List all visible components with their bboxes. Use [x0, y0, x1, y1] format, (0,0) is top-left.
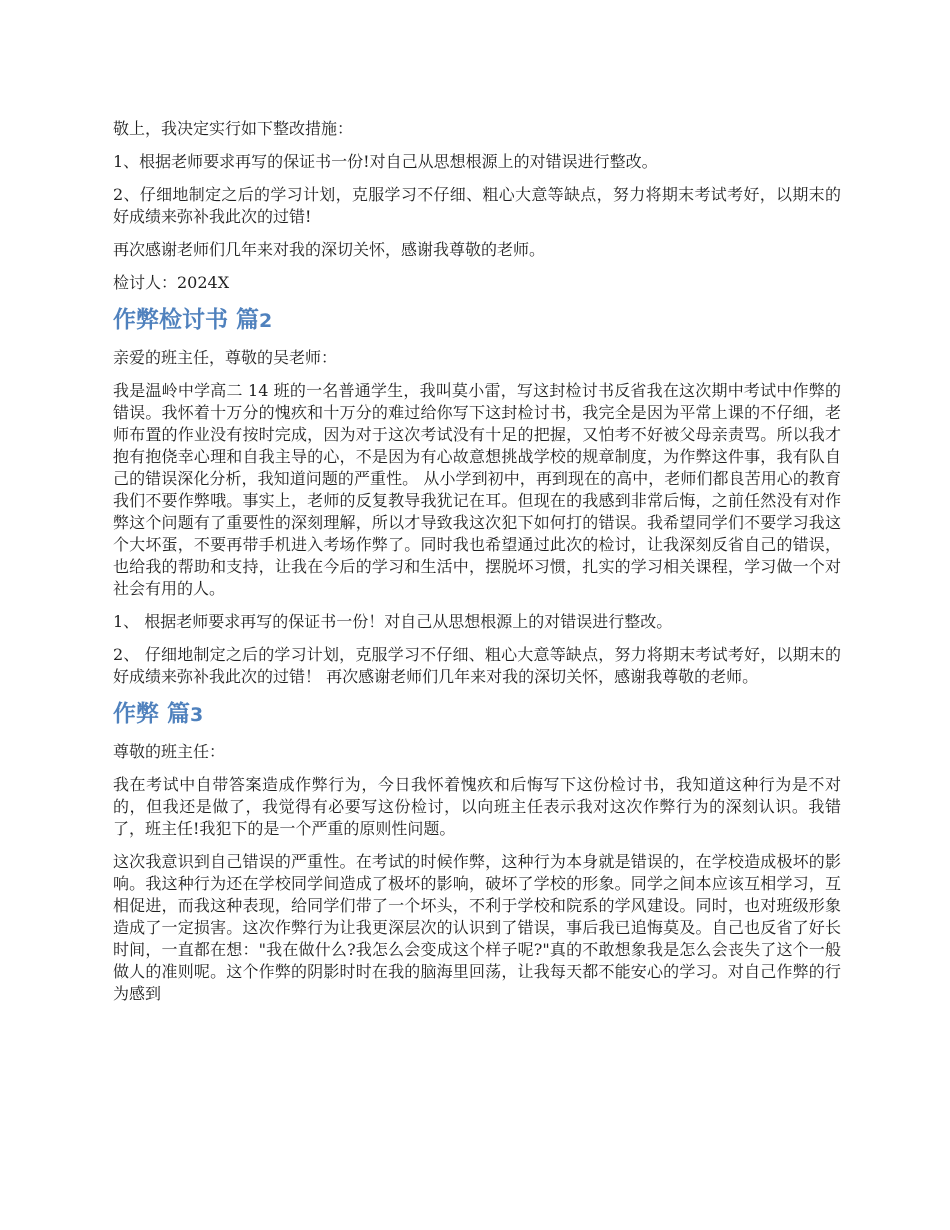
paragraph-measure-2: 2、 仔细地制定之后的学习计划，克服学习不仔细、粗心大意等缺点，努力将期末考试考好，以期末的好成绩来弥补我此次的过错！ 再次感谢老师们几年来对我的深切关怀，感谢我尊敬的老师。 [113, 645, 841, 686]
paragraph-salutation: 尊敬的班主任： [113, 742, 226, 761]
paragraph-measure-2: 2、仔细地制定之后的学习计划，克服学习不仔细、粗心大意等缺点，努力将期末考试考好，以期末的好成绩来弥补我此次的过错! [113, 185, 841, 226]
section-heading [113, 699, 841, 730]
section-3 [113, 699, 841, 1005]
paragraph-measure-1: 1、根据老师要求再写的保证书一份!对自己从思想根源上的对错误进行整改。 [113, 152, 658, 171]
paragraph-measure-1: 1、 根据老师要求再写的保证书一份！对自己从思想根源上的对错误进行整改。 [113, 612, 673, 631]
section-1 [113, 118, 841, 294]
document-page [113, 118, 841, 1016]
paragraph-body: 我是温岭中学高二 14 班的一名普通学生，我叫莫小雷，写这封检讨书反省我在这次期中考试中作弊的错误。我怀着十万分的愧疚和十万分的难过给你写下这封检讨书，我完全是因为平常上课的不仔细，老师布置的作业没有按时完成，因为对于这次考试没有十足的把握，又怕考不好被父母亲责骂。所以我才抱有抱侥幸心理和自我主导的心，不是因为有心故意想挑战学校的规章制度，为作弊这件事，我有队自己的错误深化分析，我知道问题的严重性。 从小学到初中，再到现在的高中，老师们都良苦用心的教育我们不要作弊哦。事实上，老师的反复教导我犹记在耳。但现在的我感到非常后悔，之前任然没有对作弊这个问题有了重要性的深刻理解，所以才导致我这次犯下如何打的错误。我希望同学们不要学习我这个大坏蛋，不要再带手机进入考场作弊了。同时我也希望通过此次的检讨，让我深刻反省自己的错误，也给我的帮助和支持，让我在今后的学习和生活中，摆脱坏习惯，扎实的学习相关课程，学习做一个对社会有用的人。 [113, 381, 841, 598]
paragraph-body: 我在考试中自带答案造成作弊行为，今日我怀着愧疚和后悔写下这份检讨书，我知道这种行为是不对的，但我还是做了，我觉得有必要写这份检讨，以向班主任表示我对这次作弊行为的深刻认识。我错了，班主任!我犯下的是一个严重的原则性问题。 [113, 775, 841, 838]
heading-number: 2 [259, 310, 273, 332]
heading-text: 作弊 篇 [113, 701, 191, 727]
section-2 [113, 305, 841, 688]
section-heading [113, 305, 841, 336]
heading-number: 3 [190, 704, 204, 726]
paragraph-body: 这次我意识到自己错误的严重性。在考试的时候作弊，这种行为本身就是错误的，在学校造成极坏的影响。我这种行为还在学校同学间造成了极坏的影响，破坏了学校的形象。同学之间本应该互相学习，互相促进，而我这种表现，给同学们带了一个坏头，不利于学校和院系的学风建设。同时，也对班级形象造成了一定损害。这次作弊行为让我更深层次的认识到了错误，事后我已追悔莫及。自己也反省了好长时间，一直都在想："我在做什么?我怎么会变成这个样子呢?"真的不敢想象我是怎么会丧失了这个一般做人的准则呢。这个作弊的阴影时时在我的脑海里回荡，让我每天都不能安心的学习。对自己作弊的行为感到 [113, 852, 841, 1003]
paragraph-intro: 敬上，我决定实行如下整改措施： [113, 119, 354, 138]
paragraph-thanks: 再次感谢老师们几年来对我的深切关怀，感谢我尊敬的老师。 [113, 240, 546, 259]
paragraph-signature: 检讨人：2024X [113, 273, 230, 292]
heading-text: 作弊检讨书 篇 [113, 307, 260, 333]
paragraph-salutation: 亲爱的班主任，尊敬的吴老师： [113, 348, 338, 367]
